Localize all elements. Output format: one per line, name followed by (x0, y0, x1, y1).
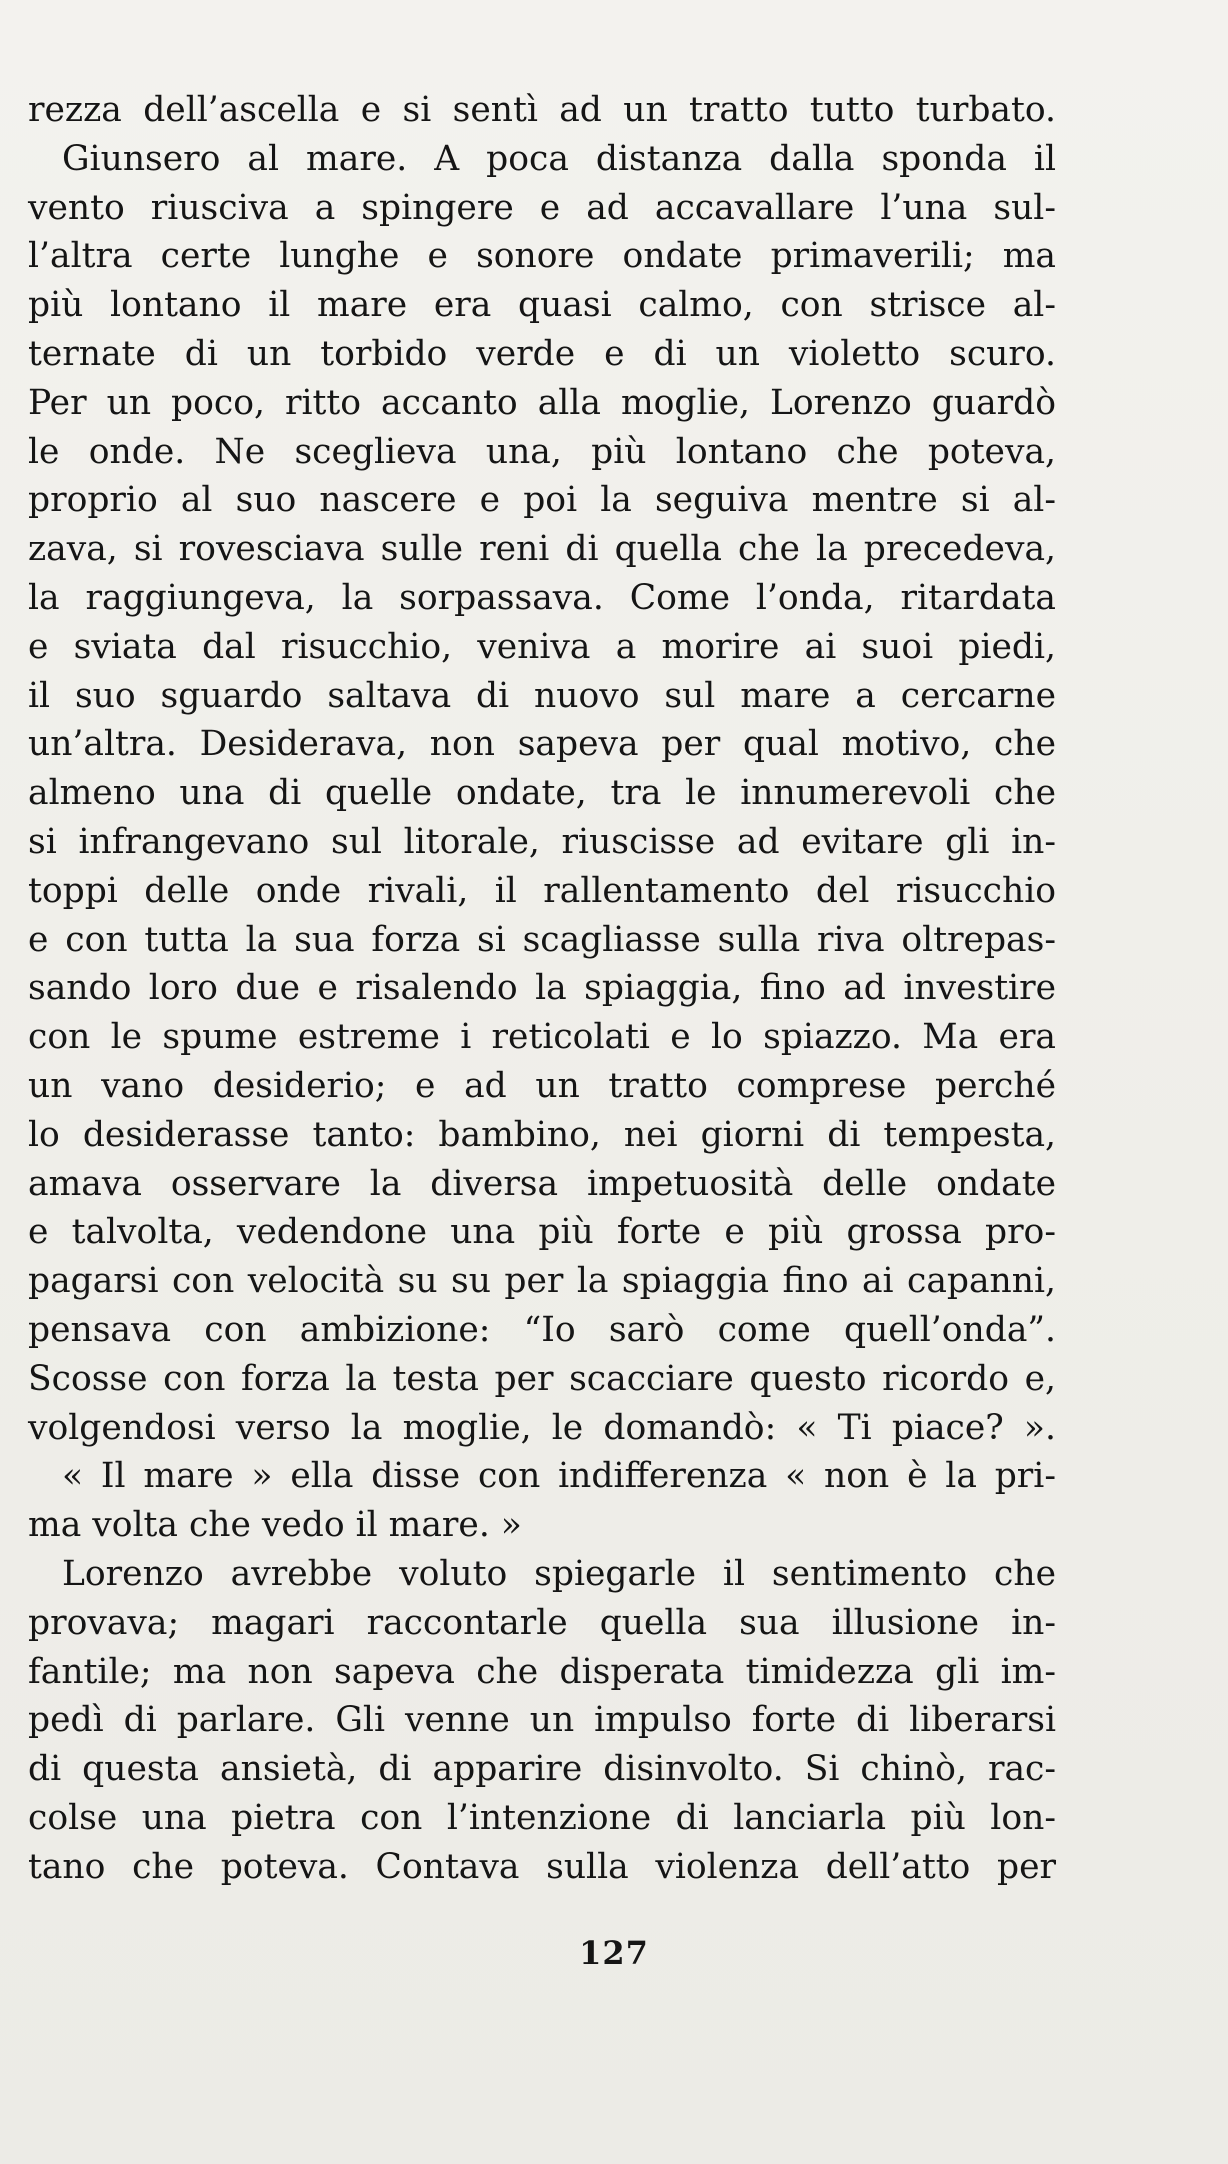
text-line: pedì di parlare. Gli venne un impulso forte di liberarsi (28, 1700, 1056, 1741)
text-line: un vano desiderio; e ad un tratto comprese perché (28, 1065, 1056, 1106)
text-line: si infrangevano sul litorale, riuscisse ad evitare gli in- (28, 821, 1056, 862)
text-line: e talvolta, vedendone una più forte e più grossa pro- (28, 1212, 1056, 1253)
text-line: colse una pietra con l’intenzione di lanciarla più lon- (28, 1797, 1056, 1838)
text-line: amava osservare la diversa impetuosità delle ondate (28, 1163, 1056, 1204)
text-line: con le spume estreme i reticolati e lo spiazzo. Ma era (28, 1017, 1056, 1058)
body-text (28, 86, 1056, 1891)
text-line: proprio al suo nascere e poi la seguiva mentre si al- (28, 480, 1056, 521)
text-line: ma volta che vedo il mare. » (28, 1505, 522, 1546)
text-line: pagarsi con velocità su su per la spiaggia fino ai capanni, (28, 1261, 1056, 1302)
text-line: provava; magari raccontarle quella sua illusione in- (28, 1602, 1056, 1643)
text-line: vento riusciva a spingere e ad accavallare l’una sul- (28, 187, 1056, 228)
text-line: pensava con ambizione: “Io sarò come quell’onda”. (28, 1309, 1056, 1350)
text-line: rezza dell’ascella e si sentì ad un tratto tutto turbato. (28, 90, 1056, 130)
text-line: più lontano il mare era quasi calmo, con strisce al- (28, 285, 1056, 326)
text-line: Scosse con forza la testa per scacciare questo ricordo e, (28, 1358, 1056, 1399)
text-line: fantile; ma non sapeva che disperata timidezza gli im- (28, 1651, 1056, 1692)
text-line: l’altra certe lunghe e sonore ondate primaverili; ma (28, 236, 1056, 277)
text-line: il suo sguardo saltava di nuovo sul mare a cercarne (28, 675, 1056, 716)
text-line: Lorenzo avrebbe voluto spiegarle il sentimento che (62, 1553, 1056, 1594)
text-line: tano che poteva. Contava sulla violenza dell’atto per (28, 1846, 1056, 1887)
text-line: un’altra. Desiderava, non sapeva per qual motivo, che (28, 724, 1056, 765)
page-number: 127 (579, 1934, 649, 1972)
text-line: « Il mare » ella disse con indifferenza « non è la pri- (62, 1456, 1056, 1497)
text-line: di questa ansietà, di apparire disinvolto. Si chinò, rac- (28, 1749, 1056, 1790)
text-line: e con tutta la sua forza si scagliasse sulla riva oltrepas- (28, 919, 1056, 960)
text-line: volgendosi verso la moglie, le domandò: « Ti piace? ». (28, 1407, 1056, 1448)
text-line: le onde. Ne sceglieva una, più lontano che poteva, (28, 431, 1056, 472)
text-line: ternate di un torbido verde e di un violetto scuro. (28, 333, 1056, 374)
text-line: almeno una di quelle ondate, tra le innumerevoli che (28, 773, 1056, 814)
text-line: Giunsero al mare. A poca distanza dalla sponda il (62, 138, 1056, 179)
text-line: sando loro due e risalendo la spiaggia, fino ad investire (28, 968, 1056, 1009)
text-line: la raggiungeva, la sorpassava. Come l’onda, ritardata (28, 577, 1056, 618)
text-line: lo desiderasse tanto: bambino, nei giorni di tempesta, (28, 1114, 1056, 1155)
text-line: Per un poco, ritto accanto alla moglie, Lorenzo guardò (28, 382, 1056, 423)
text-line: toppi delle onde rivali, il rallentamento del risucchio (28, 870, 1056, 911)
text-line: zava, si rovesciava sulle reni di quella che la precedeva, (28, 529, 1056, 570)
text-line: e sviata dal risucchio, veniva a morire ai suoi piedi, (28, 626, 1056, 667)
